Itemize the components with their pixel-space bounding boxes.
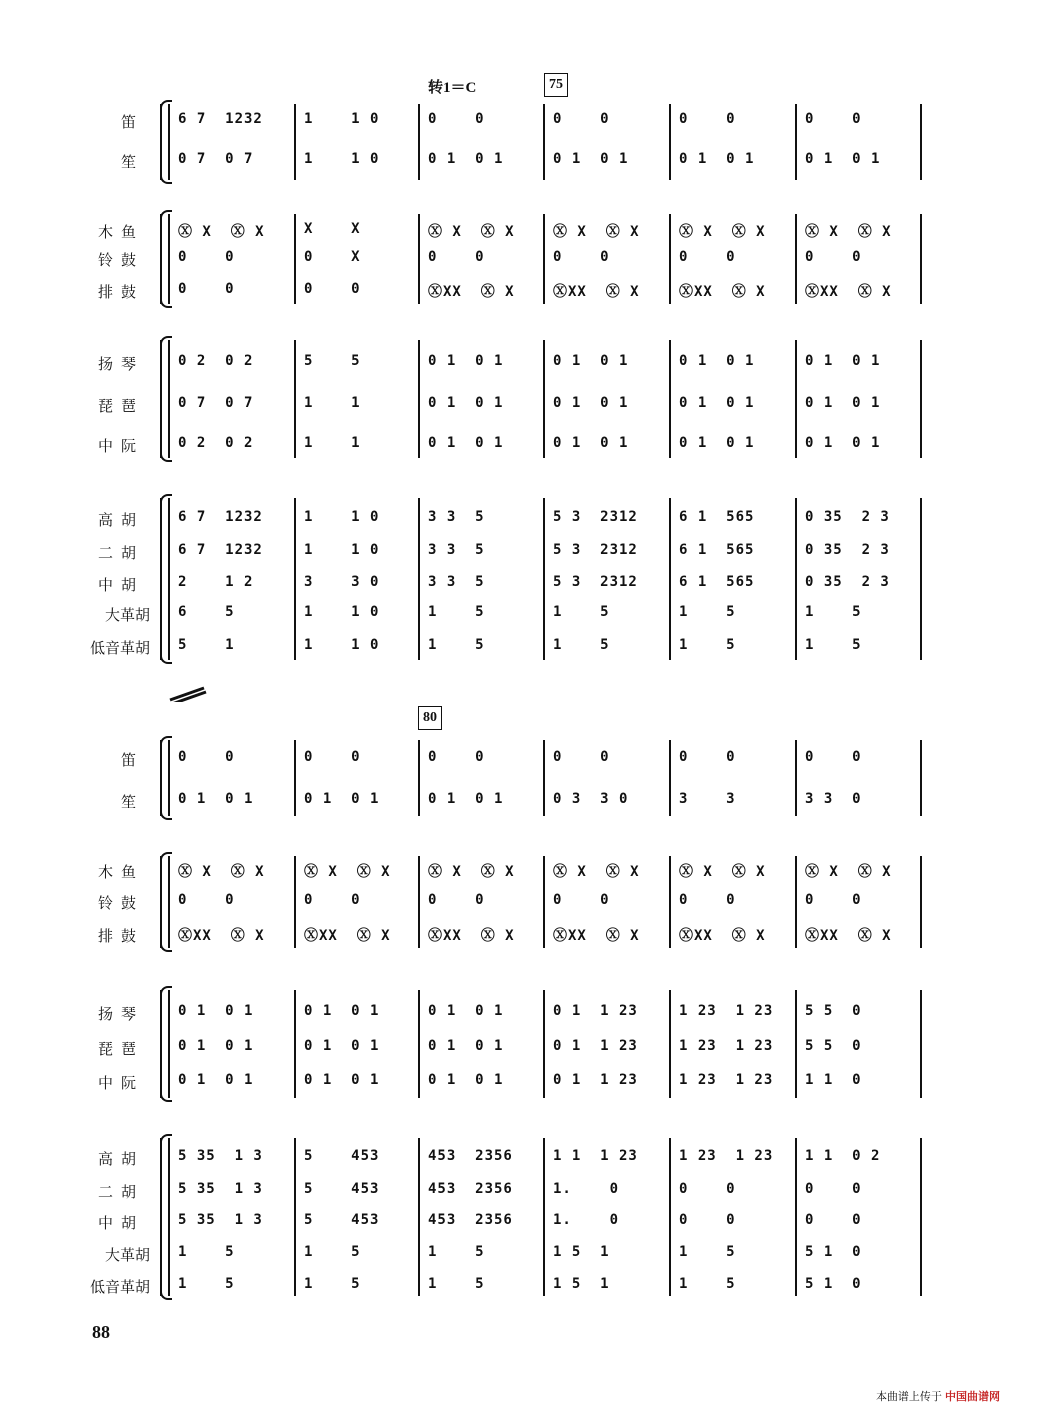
measure-cell: 5 1 0	[805, 1276, 862, 1292]
measure-cell: 1 5	[428, 1276, 485, 1292]
measure-cell: 5 453	[304, 1148, 380, 1164]
measure-cell: 0 1 0 1	[553, 435, 629, 451]
measure-cell: 0 1 0 1	[428, 1003, 504, 1019]
system-barline	[168, 340, 170, 458]
measure-cell: 0 7 0 7	[178, 151, 254, 167]
measure-cell: 6 1 565	[679, 542, 755, 558]
measure-cell: 1 5	[428, 604, 485, 620]
measure-cell: Ⓧ X Ⓧ X	[679, 864, 766, 880]
measure-cell: 3 3 0	[805, 791, 862, 807]
measure-cell: 0 7 0 7	[178, 395, 254, 411]
measure-cell: 0 0	[679, 1181, 736, 1197]
measure-cell: 0 0	[805, 111, 862, 127]
measure-cell: 0 2 0 2	[178, 435, 254, 451]
instrument-label-zhonghu: 中胡	[97, 1214, 144, 1232]
measure-cell: ⓍXX Ⓧ X	[805, 284, 892, 300]
measure-cell: 1 5	[428, 1244, 485, 1260]
measure-cell: 1 1 0	[304, 604, 380, 620]
instrument-label-diyingehu: 低音革胡	[89, 639, 150, 657]
measure-cell: 1 5	[178, 1244, 235, 1260]
instrument-label-pipa: 琵琶	[97, 397, 144, 415]
measure-cell: 0 1 0 1	[679, 435, 755, 451]
measure-cell: 453 2356	[428, 1181, 513, 1197]
measure-cell: Ⓧ X Ⓧ X	[178, 224, 265, 240]
measure-cell: 1 1 1 23	[553, 1148, 638, 1164]
measure-cell: Ⓧ X Ⓧ X	[553, 224, 640, 240]
instrument-label-diyingehu: 低音革胡	[89, 1278, 150, 1296]
measure-cell: 1 5	[428, 637, 485, 653]
measure-cell: 1 5	[553, 604, 610, 620]
measure-cell: 1. 0	[553, 1212, 620, 1228]
measure-cell: 0 1 0 1	[805, 353, 881, 369]
measure-cell: 3 3 0	[304, 574, 380, 590]
measure-cell: Ⓧ X Ⓧ X	[805, 224, 892, 240]
measure-cell: 1 1 0	[304, 637, 380, 653]
measure-cell: 0 1 0 1	[178, 1038, 254, 1054]
instrument-label-paigu: 排鼓	[97, 283, 144, 301]
measure-cell: 1 5 1	[553, 1276, 610, 1292]
measure-cell: 1 1 0	[805, 1072, 862, 1088]
instrument-label-pipa: 琵琶	[97, 1040, 144, 1058]
measure-cell: 0 X	[304, 249, 361, 265]
instrument-label-zhongruan: 中阮	[97, 437, 144, 455]
measure-cell: 5 35 1 3	[178, 1148, 263, 1164]
rehearsal-mark-75: 75	[544, 73, 568, 97]
measure-cell: 5 3 2312	[553, 542, 638, 558]
measure-cell: 6 7 1232	[178, 509, 263, 525]
measure-cell: 0 0	[428, 749, 485, 765]
measure-cell: 0 1 0 1	[178, 1072, 254, 1088]
measure-cell: 0 0	[679, 892, 736, 908]
key-change: 转1＝C	[428, 80, 477, 96]
measure-cell: 3 3 5	[428, 509, 485, 525]
measure-cell: ⓍXX Ⓧ X	[304, 928, 391, 944]
instrument-label-zhonghu: 中胡	[97, 576, 144, 594]
measure-cell: 0 2 0 2	[178, 353, 254, 369]
measure-cell: 0 1 0 1	[304, 1072, 380, 1088]
measure-cell: 0 35 2 3	[805, 509, 890, 525]
measure-cell: 0 1 0 1	[553, 395, 629, 411]
measure-cell: 1 5	[679, 604, 736, 620]
instrument-label-sheng: 笙	[120, 153, 144, 171]
measure-cell: 0 0	[304, 281, 361, 297]
measure-cell: 6 1 565	[679, 574, 755, 590]
measure-cell: 1 5	[178, 1276, 235, 1292]
measure-cell: 0 3 3 0	[553, 791, 629, 807]
measure-cell: 0 0	[304, 749, 361, 765]
measure-cell: 0 0	[428, 249, 485, 265]
measure-cell: 0 1 0 1	[805, 151, 881, 167]
instrument-label-erhu: 二胡	[97, 544, 144, 562]
measure-cell: 1 5	[805, 637, 862, 653]
measure-cell: Ⓧ X Ⓧ X	[428, 864, 515, 880]
system-barline	[168, 990, 170, 1098]
measure-cell: 0 1 0 1	[304, 1003, 380, 1019]
measure-cell: 0 1 0 1	[428, 151, 504, 167]
instrument-label-yangqin: 扬琴	[97, 355, 144, 373]
instrument-label-muyu: 木鱼	[97, 863, 144, 881]
measure-cell: 1 1 0 2	[805, 1148, 881, 1164]
measure-cell: 0 0	[679, 1212, 736, 1228]
measure-cell: 1 1	[304, 435, 361, 451]
measure-cell: 0 1 0 1	[679, 395, 755, 411]
measure-cell: 0 0	[805, 749, 862, 765]
measure-cell: 1. 0	[553, 1181, 620, 1197]
measure-cell: 0 0	[553, 749, 610, 765]
measure-cell: 2 1 2	[178, 574, 254, 590]
measure-cell: 1 1 0	[304, 151, 380, 167]
measure-cell: 0 0	[178, 749, 235, 765]
measure-cell: 6 5	[178, 604, 235, 620]
measure-cell: 0 0	[553, 111, 610, 127]
instrument-label-muyu: 木鱼	[97, 223, 144, 241]
system-barline	[168, 498, 170, 660]
measure-cell: 453 2356	[428, 1148, 513, 1164]
measure-cell: 5 35 1 3	[178, 1181, 263, 1197]
page-number: 88	[92, 1322, 110, 1342]
measure-cell: 0 1 0 1	[178, 791, 254, 807]
measure-cell: 1 5	[679, 1244, 736, 1260]
measure-cell: Ⓧ X Ⓧ X	[805, 864, 892, 880]
footer	[876, 1388, 1000, 1404]
measure-cell: Ⓧ X Ⓧ X	[304, 864, 391, 880]
measure-cell: ⓍXX Ⓧ X	[805, 928, 892, 944]
measure-cell: 0 1 0 1	[178, 1003, 254, 1019]
measure-cell: 1 5	[304, 1244, 361, 1260]
measure-cell: Ⓧ X Ⓧ X	[178, 864, 265, 880]
measure-cell: 3 3 5	[428, 574, 485, 590]
measure-cell: 0 1 0 1	[304, 1038, 380, 1054]
measure-cell: 0 1 0 1	[679, 353, 755, 369]
measure-cell: 1 5	[304, 1276, 361, 1292]
measure-cell: 1 23 1 23	[679, 1003, 774, 1019]
measure-cell: 0 0	[805, 249, 862, 265]
measure-cell: 1 5	[805, 604, 862, 620]
measure-cell: ⓍXX Ⓧ X	[679, 928, 766, 944]
measure-cell: 0 0	[805, 892, 862, 908]
measure-cell: ⓍXX Ⓧ X	[178, 928, 265, 944]
measure-cell: 5 1	[178, 637, 235, 653]
measure-cell: 6 7 1232	[178, 542, 263, 558]
system-barline	[168, 1138, 170, 1296]
instrument-label-zhongruan: 中阮	[97, 1074, 144, 1092]
system-barline	[168, 740, 170, 816]
measure-cell: 5 3 2312	[553, 574, 638, 590]
instrument-label-linggu: 铃鼓	[97, 894, 144, 912]
instrument-label-dagehu: 大革胡	[104, 1246, 150, 1264]
measure-cell: 5 5 0	[805, 1038, 862, 1054]
measure-cell: 0 1 0 1	[553, 151, 629, 167]
measure-cell: 5 5	[304, 353, 361, 369]
measure-cell: 0 1 0 1	[428, 395, 504, 411]
measure-cell: 1 23 1 23	[679, 1072, 774, 1088]
measure-cell: 0 0	[178, 249, 235, 265]
measure-cell: 5 1 0	[805, 1244, 862, 1260]
instrument-label-di: 笛	[120, 751, 144, 769]
instrument-label-yangqin: 扬琴	[97, 1005, 144, 1023]
measure-cell: 0 1 0 1	[805, 435, 881, 451]
footer-text: 本曲谱上传于	[875, 1391, 942, 1403]
measure-cell: 5 3 2312	[553, 509, 638, 525]
measure-cell: 0 0	[178, 281, 235, 297]
measure-cell: 0 1 0 1	[553, 353, 629, 369]
measure-cell: 1 5	[553, 637, 610, 653]
measure-cell: 0 0	[679, 249, 736, 265]
system-barline	[168, 214, 170, 304]
measure-cell: ⓍXX Ⓧ X	[428, 284, 515, 300]
measure-cell: 0 1 1 23	[553, 1003, 638, 1019]
measure-cell: Ⓧ X Ⓧ X	[553, 864, 640, 880]
measure-cell: X X	[304, 221, 361, 237]
measure-cell: 1 5	[679, 1276, 736, 1292]
measure-cell: 1 23 1 23	[679, 1148, 774, 1164]
measure-cell: 1 1 0	[304, 542, 380, 558]
measure-cell: 0 0	[805, 1212, 862, 1228]
measure-cell: 1 1	[304, 395, 361, 411]
measure-cell: 0 1 1 23	[553, 1038, 638, 1054]
measure-cell: 0 1 0 1	[304, 791, 380, 807]
measure-cell: 0 1 0 1	[428, 435, 504, 451]
system-break-slash-icon	[168, 686, 208, 700]
measure-cell: 453 2356	[428, 1212, 513, 1228]
measure-cell: Ⓧ X Ⓧ X	[428, 224, 515, 240]
measure-cell: 0 1 0 1	[428, 1038, 504, 1054]
measure-cell: 0 0	[805, 1181, 862, 1197]
measure-cell: 1 1 0	[304, 509, 380, 525]
measure-cell: 0 0	[553, 249, 610, 265]
measure-cell: 5 453	[304, 1181, 380, 1197]
instrument-label-dagehu: 大革胡	[104, 606, 150, 624]
measure-cell: 0 1 0 1	[428, 791, 504, 807]
measure-cell: 5 453	[304, 1212, 380, 1228]
measure-cell: 1 5	[679, 637, 736, 653]
measure-cell: 5 5 0	[805, 1003, 862, 1019]
measure-cell: 0 0	[304, 892, 361, 908]
measure-cell: 1 23 1 23	[679, 1038, 774, 1054]
instrument-label-linggu: 铃鼓	[97, 251, 144, 269]
instrument-label-paigu: 排鼓	[97, 927, 144, 945]
measure-cell: 0 0	[428, 111, 485, 127]
measure-cell: 5 35 1 3	[178, 1212, 263, 1228]
footer-brand: 中国曲谱网	[945, 1391, 1000, 1403]
measure-cell: 0 1 0 1	[428, 1072, 504, 1088]
measure-cell: 0 0	[679, 749, 736, 765]
measure-cell: 0 35 2 3	[805, 574, 890, 590]
measure-cell: ⓍXX Ⓧ X	[679, 284, 766, 300]
measure-cell: ⓍXX Ⓧ X	[553, 928, 640, 944]
instrument-label-gaohu: 高胡	[97, 1150, 144, 1168]
measure-cell: 0 0	[679, 111, 736, 127]
measure-cell: 0 0	[178, 892, 235, 908]
instrument-label-di: 笛	[120, 113, 144, 131]
system-barline	[168, 856, 170, 948]
measure-cell: 1 1 0	[304, 111, 380, 127]
measure-cell: 0 0	[428, 892, 485, 908]
measure-cell: 0 1 0 1	[679, 151, 755, 167]
measure-cell: Ⓧ X Ⓧ X	[679, 224, 766, 240]
measure-cell: 3 3	[679, 791, 736, 807]
measure-cell: 6 7 1232	[178, 111, 263, 127]
instrument-label-erhu: 二胡	[97, 1183, 144, 1201]
measure-cell: 0 0	[553, 892, 610, 908]
rehearsal-mark-80: 80	[418, 706, 442, 730]
measure-cell: 1 5 1	[553, 1244, 610, 1260]
measure-cell: ⓍXX Ⓧ X	[553, 284, 640, 300]
measure-cell: 0 1 0 1	[428, 353, 504, 369]
measure-cell: 0 35 2 3	[805, 542, 890, 558]
measure-cell: ⓍXX Ⓧ X	[428, 928, 515, 944]
instrument-label-gaohu: 高胡	[97, 511, 144, 529]
measure-cell: 3 3 5	[428, 542, 485, 558]
measure-cell: 0 1 1 23	[553, 1072, 638, 1088]
system-barline	[168, 104, 170, 180]
measure-cell: 0 1 0 1	[805, 395, 881, 411]
instrument-label-sheng: 笙	[120, 793, 144, 811]
measure-cell: 6 1 565	[679, 509, 755, 525]
